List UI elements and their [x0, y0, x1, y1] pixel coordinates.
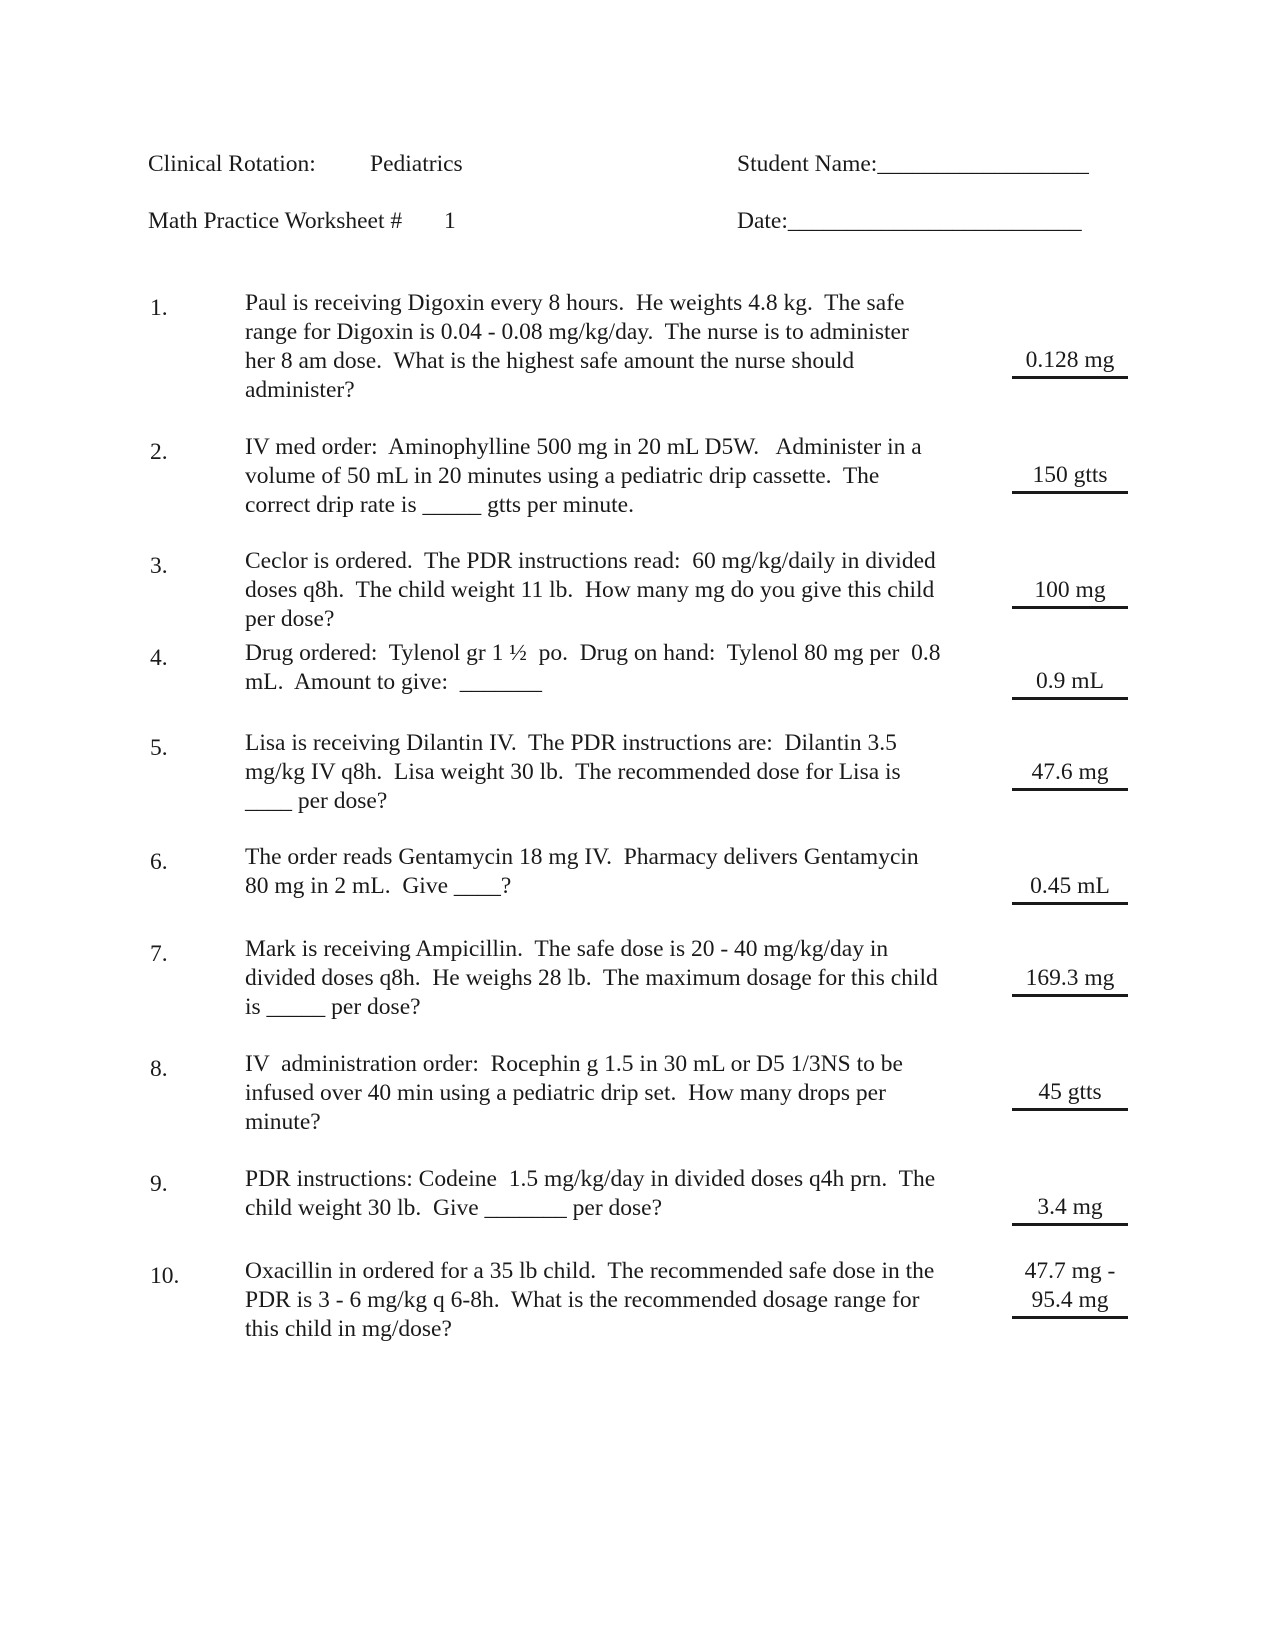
- question-number: 3.: [150, 553, 168, 579]
- question-line: The order reads Gentamycin 18 mg IV. Pharmacy delivers Gentamycin: [245, 844, 919, 870]
- worksheet-number: 1: [444, 208, 456, 234]
- answer-value: 47.6 mg: [1031, 759, 1109, 785]
- question-line: Mark is receiving Ampicillin. The safe dose is 20 - 40 mg/kg/day in: [245, 936, 889, 962]
- question-line: PDR is 3 - 6 mg/kg q 6-8h. What is the recommended dosage range for: [245, 1287, 920, 1313]
- question-number: 10.: [150, 1263, 180, 1289]
- question-text: [245, 729, 990, 816]
- question-line: per dose?: [245, 606, 335, 632]
- question-text: [245, 639, 990, 697]
- rotation-value: Pediatrics: [370, 151, 463, 177]
- question-line: doses q8h. The child weight 11 lb. How many mg do you give this child: [245, 577, 935, 603]
- question-number: 7.: [150, 941, 168, 967]
- question-text: [245, 547, 990, 634]
- answer-value: 45 gtts: [1038, 1079, 1102, 1105]
- answer-field: [1012, 576, 1128, 609]
- answer-value: 95.4 mg: [1031, 1287, 1109, 1313]
- date-label: Date:_________________________: [737, 208, 1082, 234]
- question-line: mg/kg IV q8h. Lisa weight 30 lb. The recommended dose for Lisa is: [245, 759, 901, 785]
- worksheet-label: Math Practice Worksheet #: [148, 208, 403, 234]
- answer-field: [1012, 964, 1128, 997]
- answer-value: 3.4 mg: [1037, 1194, 1103, 1220]
- question-line: 80 mg in 2 mL. Give ____?: [245, 873, 512, 899]
- answer-field: [1012, 872, 1128, 905]
- question-line: child weight 30 lb. Give _______ per dose?: [245, 1195, 663, 1221]
- question-number: 5.: [150, 735, 168, 761]
- question-line: IV med order: Aminophylline 500 mg in 20 mL D5W. Administer in a: [245, 434, 922, 460]
- answer-field: [1012, 461, 1128, 494]
- question-text: [245, 843, 990, 901]
- question-number: 1.: [150, 295, 168, 321]
- question-line: administer?: [245, 377, 355, 403]
- question-line: mL. Amount to give: _______: [245, 669, 543, 695]
- question-number: 2.: [150, 439, 168, 465]
- answer-field: [1012, 1257, 1128, 1319]
- question-text: [245, 433, 990, 520]
- question-line: this child in mg/dose?: [245, 1316, 452, 1342]
- answer-field: [1012, 758, 1128, 791]
- question-text: [245, 1165, 990, 1223]
- student-name-label: Student Name:__________________: [737, 151, 1089, 177]
- question-line: Oxacillin in ordered for a 35 lb child. The recommended safe dose in the: [245, 1258, 935, 1284]
- question-line: Ceclor is ordered. The PDR instructions read: 60 mg/kg/daily in divided: [245, 548, 936, 574]
- question-line: correct drip rate is _____ gtts per minute.: [245, 492, 634, 518]
- question-text: [245, 1257, 990, 1344]
- answer-field: [1012, 1193, 1128, 1226]
- question-number: 6.: [150, 849, 168, 875]
- question-line: Paul is receiving Digoxin every 8 hours. He weights 4.8 kg. The safe: [245, 290, 905, 316]
- answer-value: 150 gtts: [1032, 462, 1108, 488]
- question-line: infused over 40 min using a pediatric drip set. How many drops per: [245, 1080, 886, 1106]
- answer-field: [1012, 346, 1128, 379]
- question-line: PDR instructions: Codeine 1.5 mg/kg/day in divided doses q4h prn. The: [245, 1166, 936, 1192]
- question-line: is _____ per dose?: [245, 994, 421, 1020]
- question-line: Lisa is receiving Dilantin IV. The PDR instructions are: Dilantin 3.5: [245, 730, 897, 756]
- answer-value: 0.45 mL: [1030, 873, 1110, 899]
- question-number: 8.: [150, 1056, 168, 1082]
- answer-field: [1012, 1078, 1128, 1111]
- question-line: minute?: [245, 1109, 321, 1135]
- question-line: range for Digoxin is 0.04 - 0.08 mg/kg/day. The nurse is to administer: [245, 319, 909, 345]
- answer-value: 47.7 mg -: [1024, 1258, 1116, 1284]
- answer-value: 100 mg: [1034, 577, 1106, 603]
- answer-value: 0.128 mg: [1025, 347, 1115, 373]
- answer-value: 0.9 mL: [1036, 668, 1104, 694]
- question-text: [245, 1050, 990, 1137]
- question-line: IV administration order: Rocephin g 1.5 in 30 mL or D5 1/3NS to be: [245, 1051, 903, 1077]
- answer-value: 169.3 mg: [1025, 965, 1115, 991]
- question-number: 9.: [150, 1171, 168, 1197]
- rotation-label: Clinical Rotation:: [148, 151, 316, 177]
- question-line: divided doses q8h. He weighs 28 lb. The maximum dosage for this child: [245, 965, 938, 991]
- question-line: her 8 am dose. What is the highest safe amount the nurse should: [245, 348, 855, 374]
- question-text: [245, 289, 990, 405]
- answer-field: [1012, 667, 1128, 700]
- question-number: 4.: [150, 645, 168, 671]
- question-line: volume of 50 mL in 20 minutes using a pediatric drip cassette. The: [245, 463, 880, 489]
- question-line: Drug ordered: Tylenol gr 1 ½ po. Drug on hand: Tylenol 80 mg per 0.8: [245, 640, 941, 666]
- question-text: [245, 935, 990, 1022]
- question-line: ____ per dose?: [245, 788, 388, 814]
